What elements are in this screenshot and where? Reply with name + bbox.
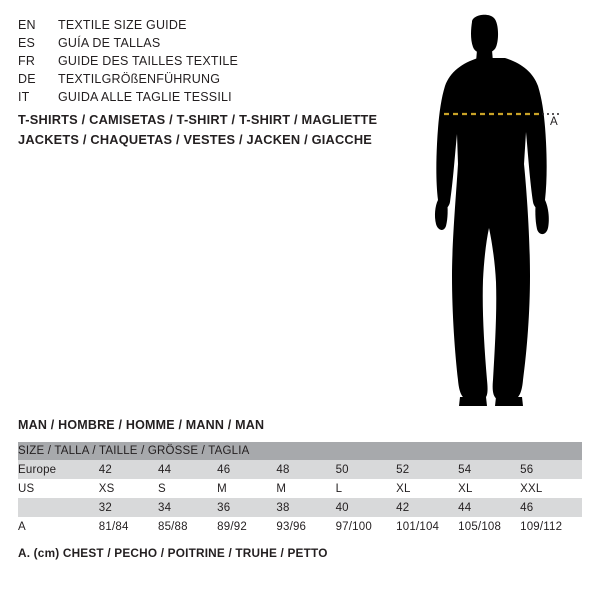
language-title: TEXTILGRÖßENFÜHRUNG	[58, 72, 221, 86]
table-footnote: A. (cm) CHEST / PECHO / POITRINE / TRUHE / PETTO	[18, 546, 328, 560]
row-cell: XL	[396, 479, 458, 498]
row-cell: 46	[520, 498, 582, 517]
table-title: MAN / HOMBRE / HOMME / MANN / MAN	[18, 418, 265, 432]
row-cell: 54	[458, 460, 520, 479]
size-table	[18, 442, 582, 536]
row-cell: 101/104	[396, 517, 458, 536]
language-list	[18, 16, 388, 106]
language-code: EN	[18, 18, 36, 32]
row-cell: 42	[396, 498, 458, 517]
row-cell: 105/108	[458, 517, 520, 536]
row-cell: 48	[276, 460, 335, 479]
language-code: ES	[18, 36, 36, 50]
table-row	[18, 460, 582, 479]
male-silhouette-icon	[400, 14, 600, 409]
garment-category-jackets: JACKETS / CHAQUETAS / VESTES / JACKEN / GIACCHE	[18, 132, 373, 147]
language-row	[18, 52, 388, 70]
row-cell: XXL	[520, 479, 582, 498]
table-row	[18, 517, 582, 536]
row-cell: 97/100	[336, 517, 397, 536]
row-cell: 44	[458, 498, 520, 517]
row-cell: 85/88	[158, 517, 217, 536]
row-cell: S	[158, 479, 217, 498]
table-header-label: SIZE / TALLA / TAILLE / GRÖSSE / TAGLIA	[18, 442, 582, 460]
row-cell: 46	[217, 460, 276, 479]
row-cell: 32	[99, 498, 158, 517]
row-label: US	[18, 479, 99, 498]
row-cell: 42	[99, 460, 158, 479]
language-code: DE	[18, 72, 36, 86]
language-code: FR	[18, 54, 36, 68]
row-cell: M	[276, 479, 335, 498]
row-cell: 44	[158, 460, 217, 479]
language-row	[18, 16, 388, 34]
language-row	[18, 70, 388, 88]
garment-category-list	[18, 110, 438, 150]
row-cell: 50	[336, 460, 397, 479]
row-cell: L	[336, 479, 397, 498]
row-cell: M	[217, 479, 276, 498]
table-header-row	[18, 442, 582, 460]
row-cell: 109/112	[520, 517, 582, 536]
row-cell: 36	[217, 498, 276, 517]
row-label: A	[18, 517, 99, 536]
body-figure	[400, 14, 600, 409]
language-row	[18, 88, 388, 106]
measure-label-a: A	[550, 116, 558, 128]
language-title: GUIDE DES TAILLES TEXTILE	[58, 54, 239, 68]
row-label	[18, 498, 99, 517]
garment-category-tshirts: T-SHIRTS / CAMISETAS / T-SHIRT / T-SHIRT / MAGLIETTE	[18, 112, 378, 127]
table-row	[18, 479, 582, 498]
row-cell: 38	[276, 498, 335, 517]
row-cell: 34	[158, 498, 217, 517]
language-row	[18, 34, 388, 52]
language-code: IT	[18, 90, 30, 104]
table-row	[18, 498, 582, 517]
row-cell: 40	[336, 498, 397, 517]
row-cell: XL	[458, 479, 520, 498]
row-cell: XS	[99, 479, 158, 498]
row-cell: 89/92	[217, 517, 276, 536]
row-cell: 56	[520, 460, 582, 479]
row-cell: 81/84	[99, 517, 158, 536]
language-title: GUIDA ALLE TAGLIE TESSILI	[58, 90, 232, 104]
language-title: GUÍA DE TALLAS	[58, 36, 161, 50]
language-title: TEXTILE SIZE GUIDE	[58, 18, 187, 32]
row-cell: 52	[396, 460, 458, 479]
row-label: Europe	[18, 460, 99, 479]
row-cell: 93/96	[276, 517, 335, 536]
